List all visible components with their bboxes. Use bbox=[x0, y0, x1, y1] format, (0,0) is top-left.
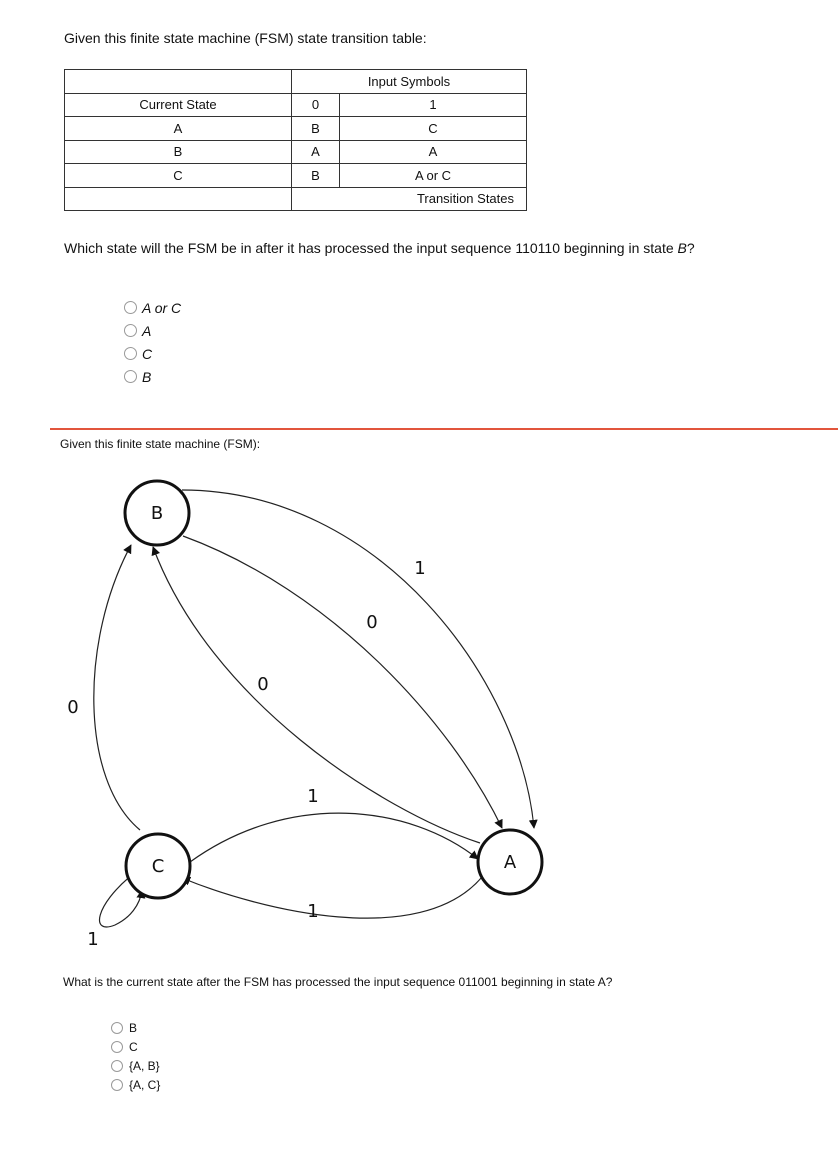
question2-prompt: What is the current state after the FSM has processed the input sequence 011001 beginning in state A? bbox=[63, 975, 613, 989]
row-state: B bbox=[65, 140, 292, 164]
edge-a-to-c bbox=[182, 877, 482, 918]
option-a-c-set[interactable] bbox=[111, 1075, 160, 1094]
fsm-diagram bbox=[0, 460, 838, 970]
radio-button[interactable] bbox=[111, 1060, 123, 1072]
edge-label: 1 bbox=[307, 901, 319, 922]
question-divider bbox=[50, 428, 838, 430]
question2-title: Given this finite state machine (FSM): bbox=[60, 437, 261, 451]
question2-options bbox=[111, 1018, 160, 1094]
prompt-text: Which state will the FSM be in after it has processed the input sequence 110110 beginning in state bbox=[64, 240, 678, 256]
row-state: C bbox=[65, 164, 292, 188]
edge-c-to-a bbox=[190, 813, 478, 862]
table-row bbox=[65, 117, 527, 141]
option-label: A or C bbox=[142, 299, 182, 316]
row-on1: A bbox=[340, 140, 527, 164]
row-on0: B bbox=[292, 117, 340, 141]
option-label: B bbox=[129, 1020, 138, 1035]
state-a-label: A bbox=[503, 852, 517, 873]
edge-label: 0 bbox=[257, 674, 269, 695]
radio-button[interactable] bbox=[124, 324, 137, 337]
col0-header: 0 bbox=[292, 93, 340, 117]
table-row bbox=[65, 140, 527, 164]
option-b[interactable] bbox=[111, 1018, 160, 1037]
table-footer-blank bbox=[65, 187, 292, 211]
row-on0: A bbox=[292, 140, 340, 164]
row-on1: C bbox=[340, 117, 527, 141]
current-state-header: Current State bbox=[65, 93, 292, 117]
edge-label: 1 bbox=[414, 558, 426, 579]
table-header-row bbox=[65, 70, 527, 94]
table-footer-row bbox=[65, 187, 527, 211]
question1-prompt bbox=[64, 240, 695, 256]
option-c[interactable] bbox=[124, 342, 181, 365]
option-label: {A, C} bbox=[129, 1077, 161, 1092]
option-a-b-set[interactable] bbox=[111, 1056, 160, 1075]
transition-states-label: Transition States bbox=[292, 187, 527, 211]
radio-button[interactable] bbox=[111, 1079, 123, 1091]
table-corner-cell bbox=[65, 70, 292, 94]
radio-button[interactable] bbox=[111, 1041, 123, 1053]
row-state: A bbox=[65, 117, 292, 141]
state-b-label: B bbox=[150, 503, 164, 524]
edge-b-to-a-outer bbox=[182, 490, 534, 828]
edge-label: 1 bbox=[87, 929, 99, 950]
prompt-end: ? bbox=[686, 240, 695, 256]
radio-button[interactable] bbox=[124, 347, 137, 360]
radio-button[interactable] bbox=[124, 301, 137, 314]
state-c-label: C bbox=[151, 856, 165, 877]
question1-title: Given this finite state machine (FSM) state transition table: bbox=[64, 30, 427, 46]
option-a-or-c[interactable] bbox=[124, 296, 181, 319]
edge-c-to-b bbox=[94, 545, 140, 830]
question1-options bbox=[124, 296, 181, 388]
row-on0: B bbox=[292, 164, 340, 188]
edge-label: 0 bbox=[366, 612, 378, 633]
option-label: A bbox=[142, 322, 152, 339]
radio-button[interactable] bbox=[124, 370, 137, 383]
edge-label: 1 bbox=[307, 786, 319, 807]
col1-header: 1 bbox=[340, 93, 527, 117]
option-label: C bbox=[129, 1039, 138, 1054]
prompt-state: B bbox=[677, 240, 687, 256]
edge-label: 0 bbox=[67, 697, 79, 718]
table-row bbox=[65, 164, 527, 188]
row-on1: A or C bbox=[340, 164, 527, 188]
option-label: C bbox=[142, 345, 153, 362]
radio-button[interactable] bbox=[111, 1022, 123, 1034]
option-b[interactable] bbox=[124, 365, 181, 388]
option-a[interactable] bbox=[124, 319, 181, 342]
table-subheader-row bbox=[65, 93, 527, 117]
option-label: {A, B} bbox=[129, 1058, 160, 1073]
input-symbols-header: Input Symbols bbox=[292, 70, 527, 94]
option-label: B bbox=[142, 368, 152, 385]
transition-table bbox=[64, 69, 527, 211]
option-c[interactable] bbox=[111, 1037, 160, 1056]
edge-b-to-a-inner bbox=[183, 536, 502, 828]
